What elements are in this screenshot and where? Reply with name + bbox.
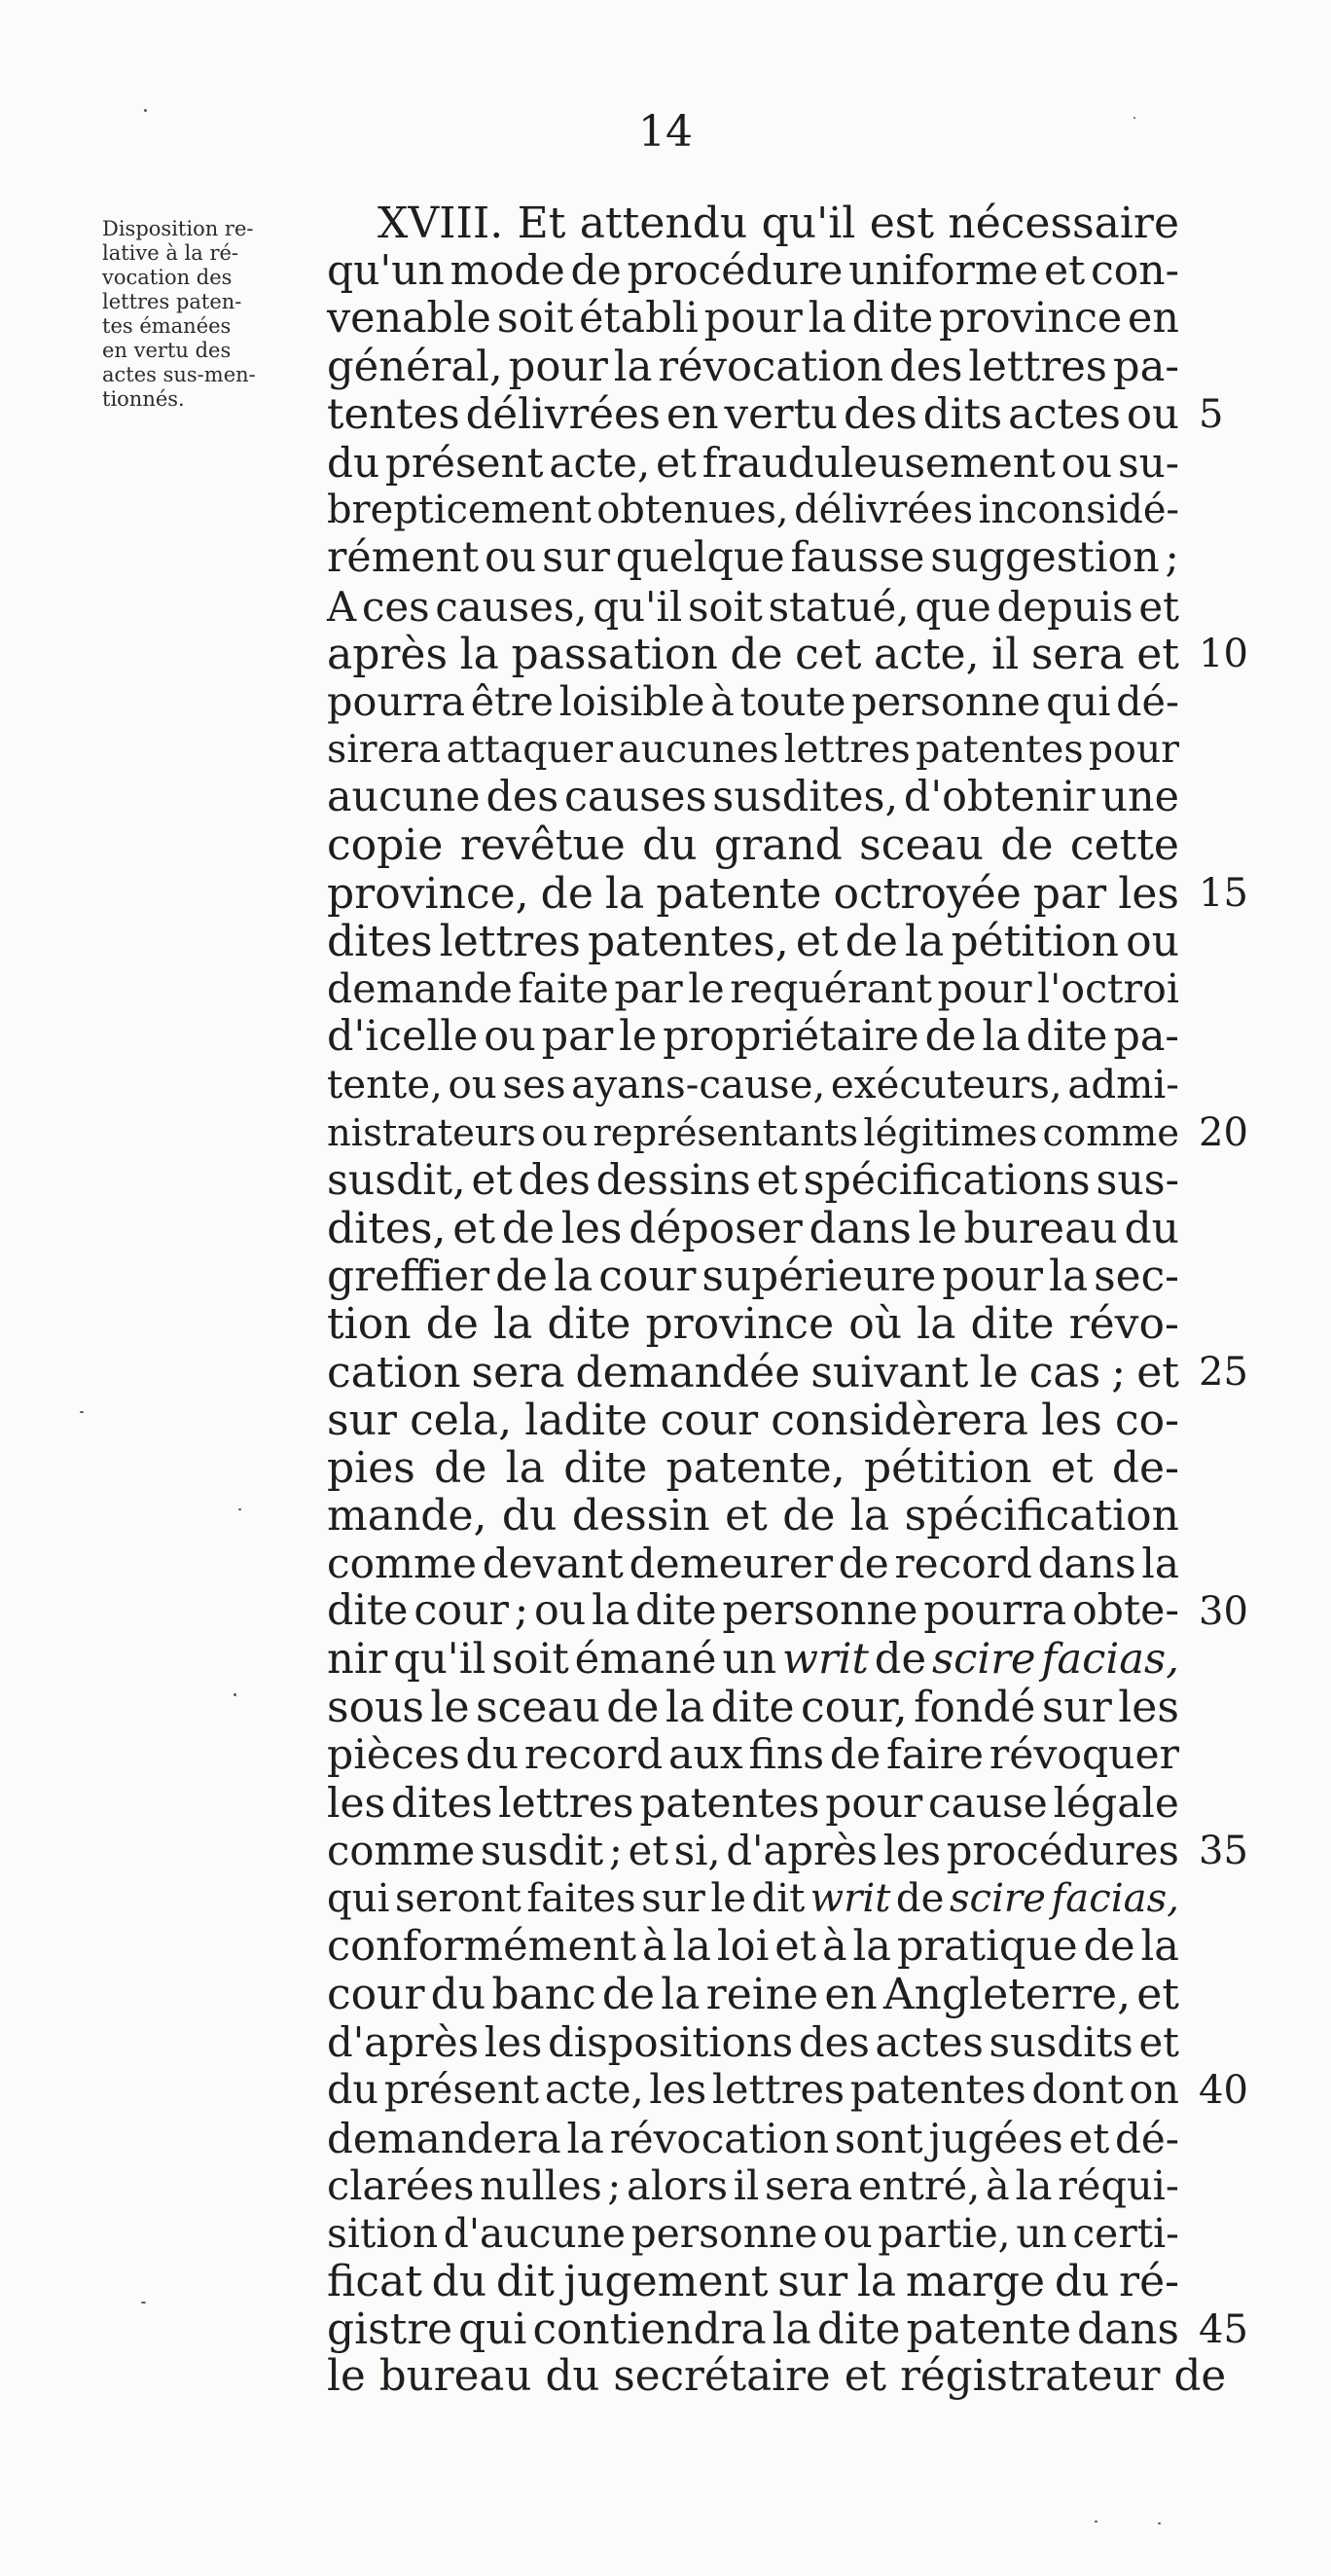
text-line: dites lettres patentes, et de la pétition ou [327,916,1179,966]
text-line: A ces causes, qu'il soit statué, que depuis et [327,582,1179,631]
text-line: sous le sceau de la dite cour, fondé sur les [327,1682,1179,1732]
margin-note-line: en vertu des [102,339,232,362]
text-line: pourra être loisible à toute personne qui dé- [327,677,1179,725]
text-line: qui seront faites sur le dit writ de scire facias, [327,1875,1179,1921]
line-number: 5 [1199,391,1224,437]
text-line: nir qu'il soit émané un writ de scire facias, [327,1634,1179,1684]
text-line: après la passation de cet acte, il sera et [327,629,1179,679]
line-number: 10 [1199,631,1248,676]
line-number: 40 [1199,2067,1248,2113]
margin-note-line: lative à la ré- [102,241,239,265]
text-line: mande, du dessin et de la spécification [327,1491,1179,1542]
text-line: général, pour la révocation des lettres pa- [327,342,1179,391]
margin-note-line: vocation des [102,266,233,289]
speck [1095,2521,1097,2522]
text-line: dites, et de les déposer dans le bureau du [327,1203,1179,1253]
text-line: comme susdit ; et si, d'après les procédures [327,1827,1179,1875]
text-line: aucune des causes susdites, d'obtenir une [327,773,1179,822]
speck [80,1411,84,1413]
text-line: le bureau du secrétaire et régistrateur de [327,2352,1227,2402]
text-line: sition d'aucune personne ou partie, un certi- [327,2209,1179,2257]
text-line: pièces du record aux fins de faire révoquer [327,1731,1179,1779]
text-line: les dites lettres patentes pour cause légale [327,1779,1179,1828]
margin-note-line: actes sus-men- [102,363,256,386]
text-line: tente, ou ses ayans-cause, exécuteurs, admi- [327,1062,1179,1108]
text-line: demande faite par le requérant pour l'octroi [327,965,1179,1012]
text-line: nistrateurs ou représentants légitimes comme [327,1110,1179,1155]
text-line: gistre qui contiendra la dite patente dans [327,2304,1179,2355]
text-line: d'après les dispositions des actes susdits et [327,2018,1179,2067]
margin-note-line: Disposition re- [102,217,254,240]
margin-note-line: tionnés. [102,387,185,411]
text-line: ficat du dit jugement sur la marge du ré- [327,2257,1179,2307]
text-line: du présent acte, les lettres patentes dont on [327,2066,1179,2114]
line-number: 25 [1199,1349,1248,1395]
text-line: greffier de la cour supérieure pour la sec- [327,1252,1179,1302]
line-number: 15 [1199,870,1248,916]
text-line: conformément à la loi et à la pratique de la [327,1921,1179,1971]
text-line: rément ou sur quelque fausse suggestion ; [327,533,1179,583]
text-line: dite cour ; ou la dite personne pourra obte- [327,1586,1179,1636]
speck [144,109,147,112]
line-number: 45 [1199,2306,1248,2352]
text-line: pies de la dite patente, pétition et de- [327,1442,1179,1493]
text-line: sur cela, ladite cour considèrera les co- [327,1395,1179,1445]
page-number: 14 [638,107,693,157]
text-line: copie revêtue du grand sceau de cette [327,820,1179,871]
margin-note-line: lettres paten- [102,290,242,313]
text-line: brepticement obtenues, délivrées inconsidé- [327,488,1179,533]
text-line: clarées nulles ; alors il sera entré, à la réqui- [327,2161,1179,2209]
margin-note [102,217,297,412]
text-line: tentes délivrées en vertu des dits actes ou [327,389,1179,439]
text-line: susdit, et des dessins et spécifications sus- [327,1155,1179,1205]
text-line: XVIII. Et attendu qu'il est nécessaire [378,199,1179,248]
speck [1133,117,1135,119]
text-line: cation sera demandée suivant le cas ; et [327,1347,1179,1397]
text-line: d'icelle ou par le propriétaire de la dite pa- [327,1012,1179,1062]
line-number: 30 [1199,1588,1248,1634]
text-line: tion de la dite province où la dite révo- [327,1299,1179,1350]
text-line: du présent acte, et frauduleusement ou su- [327,438,1179,487]
line-number: 35 [1199,1828,1248,1873]
text-line: venable soit établi pour la dite province en [327,294,1179,344]
speck [238,1508,241,1510]
text-line: sirera attaquer aucunes lettres patentes pour [327,727,1179,773]
speck [141,2302,146,2304]
margin-note-line: tes émanées [102,314,232,338]
text-line: cour du banc de la reine en Angleterre, et [327,1969,1179,2019]
speck [1158,2522,1161,2524]
text-line: demandera la révocation sont jugées et dé- [327,2114,1179,2162]
text-line: comme devant demeurer de record dans la [327,1540,1179,1588]
text-line: qu'un mode de procédure uniforme et con- [327,247,1179,296]
speck [234,1693,236,1696]
text-line: province, de la patente octroyée par les [327,868,1179,919]
line-number: 20 [1199,1109,1248,1155]
